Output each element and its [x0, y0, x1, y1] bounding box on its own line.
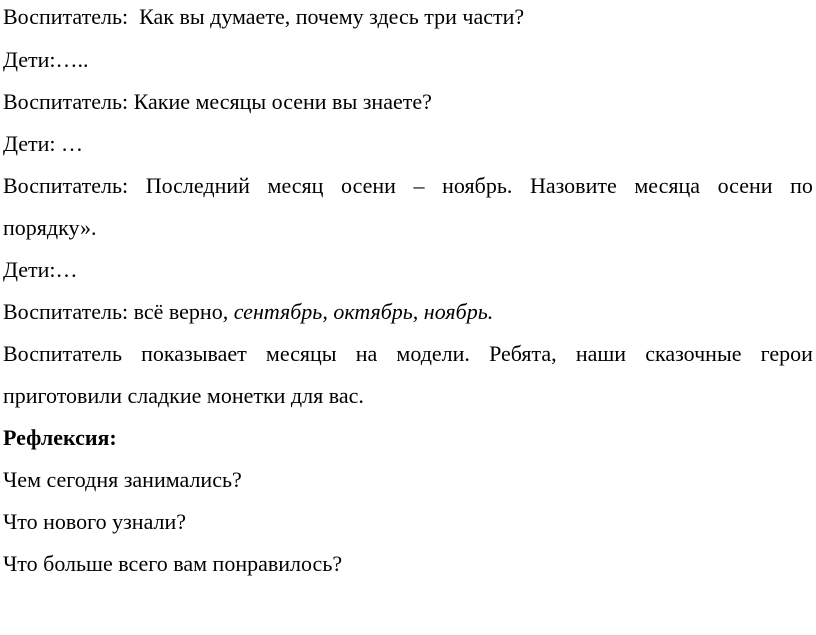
teacher-last-month-line — [3, 173, 813, 199]
reflection-question-2: Что нового узнали? — [3, 509, 187, 534]
word: Воспитатель: — [3, 173, 129, 198]
word: Назовите — [529, 173, 617, 198]
teacher-last-month-line-end: порядку». — [3, 215, 97, 240]
word: на — [355, 341, 378, 366]
word: сказочные — [645, 341, 742, 366]
teacher-question-three-parts: Воспитатель: Как вы думаете, почему здесь три части? — [3, 4, 525, 29]
children-answer-3: Дети:… — [3, 257, 78, 282]
children-answer-1: Дети:….. — [3, 47, 89, 72]
word: Воспитатель — [3, 341, 123, 366]
word: Ребята, — [489, 341, 557, 366]
word: показывает — [141, 341, 247, 366]
word: наши — [575, 341, 627, 366]
word: осени — [341, 173, 396, 198]
reflection-heading: Рефлексия: — [3, 425, 117, 450]
children-answer-2: Дети: … — [3, 131, 84, 156]
word: Последний — [145, 173, 250, 198]
teacher-question-autumn-months: Воспитатель: Какие месяцы осени вы знаете? — [3, 89, 432, 114]
teacher-shows-model-line — [3, 341, 813, 367]
teacher-shows-model-line-end: приготовили сладкие монетки для вас. — [3, 383, 364, 408]
teacher-confirm-months — [3, 299, 813, 325]
word: месяцы — [265, 341, 337, 366]
word: месяца — [634, 173, 700, 198]
word: осени — [717, 173, 773, 198]
word: месяц — [267, 173, 324, 198]
word: по — [790, 173, 813, 198]
reflection-question-1: Чем сегодня занимались? — [3, 467, 242, 492]
word: – — [413, 173, 425, 198]
word: ноябрь. — [442, 173, 513, 198]
word: герои — [760, 341, 813, 366]
reflection-question-3: Что больше всего вам понравилось? — [3, 551, 343, 576]
word: модели. — [396, 341, 470, 366]
teacher-confirm-text: Воспитатель: всё верно — [3, 299, 223, 324]
months-list-italic: , сентябрь, октябрь, ноябрь. — [222, 299, 494, 324]
